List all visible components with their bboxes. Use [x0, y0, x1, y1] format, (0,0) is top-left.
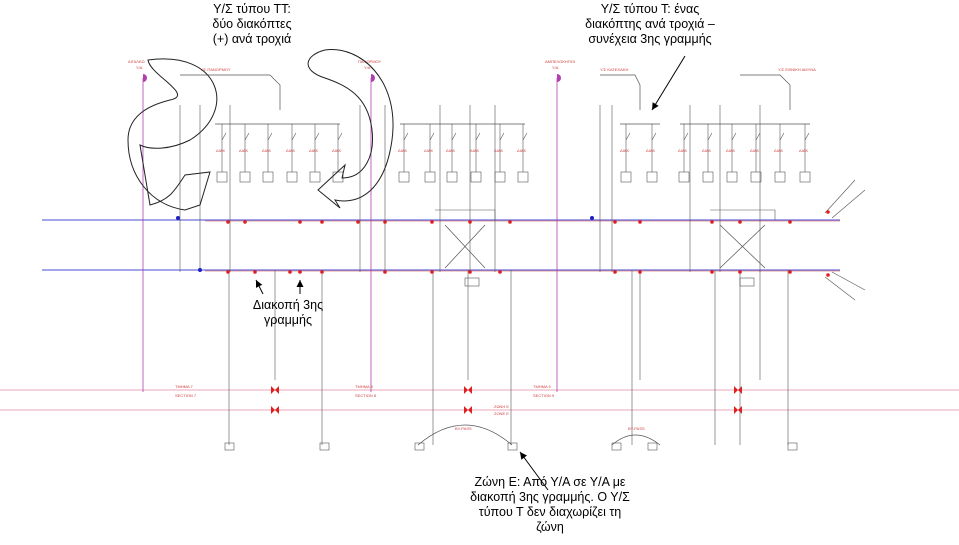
- annotation-break-line-1: Διακοπή 3ης: [252, 298, 324, 312]
- terminal-box: [788, 443, 797, 450]
- track-node: [738, 220, 742, 224]
- switch-blade: [452, 133, 456, 140]
- switch-blade: [245, 133, 249, 140]
- switch-blade: [626, 133, 630, 140]
- track-node-blue: [198, 268, 202, 272]
- track-node: [826, 210, 830, 214]
- track-node: [298, 220, 302, 224]
- breaker-box: [775, 172, 785, 182]
- section-label: SECTION 8: [355, 393, 377, 398]
- switch-blade: [780, 133, 784, 140]
- switch-blade: [756, 133, 760, 140]
- substation-label: Υ/Σ ΕΘΝΙΚΗ ΑΜΥΝΑ: [778, 67, 816, 72]
- track-node: [383, 220, 387, 224]
- station-label: Y/A: [136, 65, 143, 70]
- breaker-box: [425, 172, 435, 182]
- annotation-zone-line-2: διακοπή 3ης γραμμής. Ο Υ/Σ: [470, 490, 630, 504]
- section-label: ΤΜΗΜΑ 9: [533, 384, 551, 389]
- track-node: [288, 270, 292, 274]
- track-node-blue: [590, 216, 594, 220]
- rail-break: [468, 406, 472, 414]
- switch-label: ΔΙΑΚ: [239, 148, 249, 153]
- switch-label: ΔΙΑΚ: [678, 148, 688, 153]
- track-node: [638, 220, 642, 224]
- switch-label: ΔΙΑΚ: [262, 148, 272, 153]
- switch-blade: [708, 133, 712, 140]
- switch-label: ΔΙΑΚ: [216, 148, 226, 153]
- section-label: ΤΜΗΜΑ 7: [175, 384, 193, 389]
- annotation-t-line-1: Υ/Σ τύπου Τ: ένας: [600, 2, 700, 16]
- annotation-tt-type: [182, 2, 322, 47]
- track-node: [788, 270, 792, 274]
- rail-break: [734, 386, 738, 394]
- terminal-box: [508, 443, 517, 450]
- branch-line: [825, 180, 855, 213]
- switch-label: ΔΙΑΚ: [424, 148, 434, 153]
- track-node: [638, 270, 642, 274]
- breaker-box: [647, 172, 657, 182]
- curved-arrow-right: [308, 50, 393, 208]
- breaker-box: [800, 172, 810, 182]
- switch-label: ΔΙΑΚ: [774, 148, 784, 153]
- annotation-zone-line-1: Ζώνη Ε: Από Υ/Α σε Υ/Α με: [474, 475, 626, 489]
- crossover-box: [740, 278, 754, 286]
- breaker-box: [751, 172, 761, 182]
- rail-break: [271, 386, 275, 394]
- switch-label: ΔΙΑΚ: [799, 148, 809, 153]
- switch-blade: [652, 133, 656, 140]
- breaker-box: [217, 172, 227, 182]
- switch-blade: [404, 133, 408, 140]
- switch-blade: [500, 133, 504, 140]
- track-node: [226, 270, 230, 274]
- track-node: [356, 220, 360, 224]
- switch-blade: [338, 133, 342, 140]
- pointer-t-type: [652, 56, 685, 110]
- track-node: [788, 220, 792, 224]
- rail-break: [464, 386, 468, 394]
- switch-blade: [222, 133, 226, 140]
- track-node: [710, 270, 714, 274]
- annotation-tt-line-1: Υ/Σ τύπου ΤΤ:: [213, 2, 291, 16]
- annotation-tt-line-2: δύο διακόπτες: [212, 17, 292, 31]
- switch-label: ΔΙΑΚ: [702, 148, 712, 153]
- breaker-box: [621, 172, 631, 182]
- branch-line: [825, 277, 855, 300]
- track-node: [710, 220, 714, 224]
- switch-label: ΔΙΑΚ: [750, 148, 760, 153]
- switch-blade: [476, 133, 480, 140]
- annotation-t-line-2: διακόπτης ανά τροχιά –: [585, 17, 715, 31]
- crossover-box: [465, 278, 479, 286]
- zone-label: ΖΩΝΗ Ε: [494, 404, 509, 409]
- track-node: [613, 220, 617, 224]
- station-marker: [143, 74, 147, 82]
- pointer-break-2-head: [297, 280, 304, 287]
- switch-label: ΔΙΑΚ: [309, 148, 319, 153]
- track-node: [738, 270, 742, 274]
- base-lines: [0, 74, 959, 410]
- breaker-box: [471, 172, 481, 182]
- switch-label: ΔΙΑΚ: [286, 148, 296, 153]
- rail-break: [275, 406, 279, 414]
- terminal-box: [320, 443, 329, 450]
- track-node: [253, 270, 257, 274]
- rail-break: [468, 386, 472, 394]
- switch-blade: [523, 133, 527, 140]
- switch-blade: [684, 133, 688, 140]
- track-node: [226, 220, 230, 224]
- annotation-tt-line-3: (+) ανά τροχιά: [212, 32, 292, 46]
- incomer: [600, 75, 640, 110]
- breaker-box: [310, 172, 320, 182]
- drawing-labels: [128, 59, 816, 431]
- track-node: [320, 270, 324, 274]
- station-marker: [371, 74, 375, 82]
- substation-label: Υ/Σ ΠΑΝΟΡΜΟΥ: [200, 67, 231, 72]
- section-label: SECTION 7: [175, 393, 197, 398]
- station-label: ΑΜΠΕΛΟΚΗΠΟΙ: [545, 59, 575, 64]
- incomer: [180, 75, 280, 110]
- switch-label: ΔΙΑΚ: [446, 148, 456, 153]
- terminal-box: [225, 443, 234, 450]
- annotation-zone-line-3: τύπου Τ δεν διαχωρίζει τη: [478, 505, 622, 519]
- switch-blade: [268, 133, 272, 140]
- detail: [176, 75, 830, 450]
- track-node: [430, 270, 434, 274]
- annotation-third-rail-break: [238, 298, 338, 328]
- terminal-box: [648, 443, 657, 450]
- section-label: SECTION 9: [533, 393, 555, 398]
- rail-break: [734, 406, 738, 414]
- switch-blade: [315, 133, 319, 140]
- crossover-link: [435, 210, 495, 220]
- switch-label: ΔΙΑΚ: [517, 148, 527, 153]
- switch-blade: [430, 133, 434, 140]
- annotation-zone-e: [450, 475, 650, 535]
- switch-blade: [805, 133, 809, 140]
- breaker-box: [240, 172, 250, 182]
- breaker-box: [727, 172, 737, 182]
- switch-label: ΔΙΑΚ: [398, 148, 408, 153]
- rail-break: [275, 386, 279, 394]
- section-label: ΤΜΗΜΑ 8: [355, 384, 373, 389]
- switch-label: ΔΙΑΚ: [620, 148, 630, 153]
- pointer-t-type-head: [652, 102, 659, 110]
- track-node: [508, 220, 512, 224]
- switch-label: ΔΙΑΚ: [646, 148, 656, 153]
- curved-arrow-left: [128, 59, 217, 210]
- switch-blade: [732, 133, 736, 140]
- annotation-t-type: [560, 2, 740, 47]
- branch-line: [832, 190, 865, 218]
- zone-label: ZONE E: [494, 411, 509, 416]
- breaker-box: [263, 172, 273, 182]
- track-node: [613, 270, 617, 274]
- station-label: ΑΙΓΑΛΕΩ: [128, 59, 145, 64]
- switch-label: ΔΙΑΚ: [332, 148, 342, 153]
- annotation-break-line-2: γραμμής: [264, 313, 312, 327]
- switch-label: ΔΙΑΚ: [726, 148, 736, 153]
- station-label: ΠΑΝΟΡΜΟΥ: [358, 59, 382, 64]
- track-node-blue: [176, 216, 180, 220]
- rail-break: [464, 406, 468, 414]
- breaker-box: [333, 172, 343, 182]
- rail-break: [271, 406, 275, 414]
- track-node: [498, 270, 502, 274]
- breaker-box: [399, 172, 409, 182]
- incomer: [740, 75, 790, 110]
- breaker-box: [679, 172, 689, 182]
- station-label: Y/A: [364, 65, 371, 70]
- station-marker: [557, 74, 561, 82]
- track-node: [468, 220, 472, 224]
- bypass-arc: [612, 435, 660, 445]
- breaker-box: [287, 172, 297, 182]
- pointer-zone-head: [520, 452, 527, 460]
- switch-label: ΔΙΑΚ: [470, 148, 480, 153]
- breaker-box: [518, 172, 528, 182]
- breaker-box: [703, 172, 713, 182]
- annotation-t-line-3: συνέχεια 3ης γραμμής: [588, 32, 712, 46]
- bypass-label: BY-PASS: [455, 426, 472, 431]
- breaker-box: [495, 172, 505, 182]
- track-node: [320, 220, 324, 224]
- annotation-zone-line-4: ζώνη: [536, 520, 564, 534]
- substation-label: Υ/Σ ΚΑΤΕΧΑΚΗ: [600, 67, 629, 72]
- switch-blade: [292, 133, 296, 140]
- switch-label: ΔΙΑΚ: [494, 148, 504, 153]
- track-node: [243, 220, 247, 224]
- track-node: [298, 270, 302, 274]
- bypass-label: BY-PASS: [628, 426, 645, 431]
- track-node: [468, 270, 472, 274]
- track-node: [383, 270, 387, 274]
- branch-line: [832, 272, 865, 290]
- breaker-box: [447, 172, 457, 182]
- track-node: [826, 273, 830, 277]
- track-node: [430, 220, 434, 224]
- station-label: Y/A: [552, 65, 559, 70]
